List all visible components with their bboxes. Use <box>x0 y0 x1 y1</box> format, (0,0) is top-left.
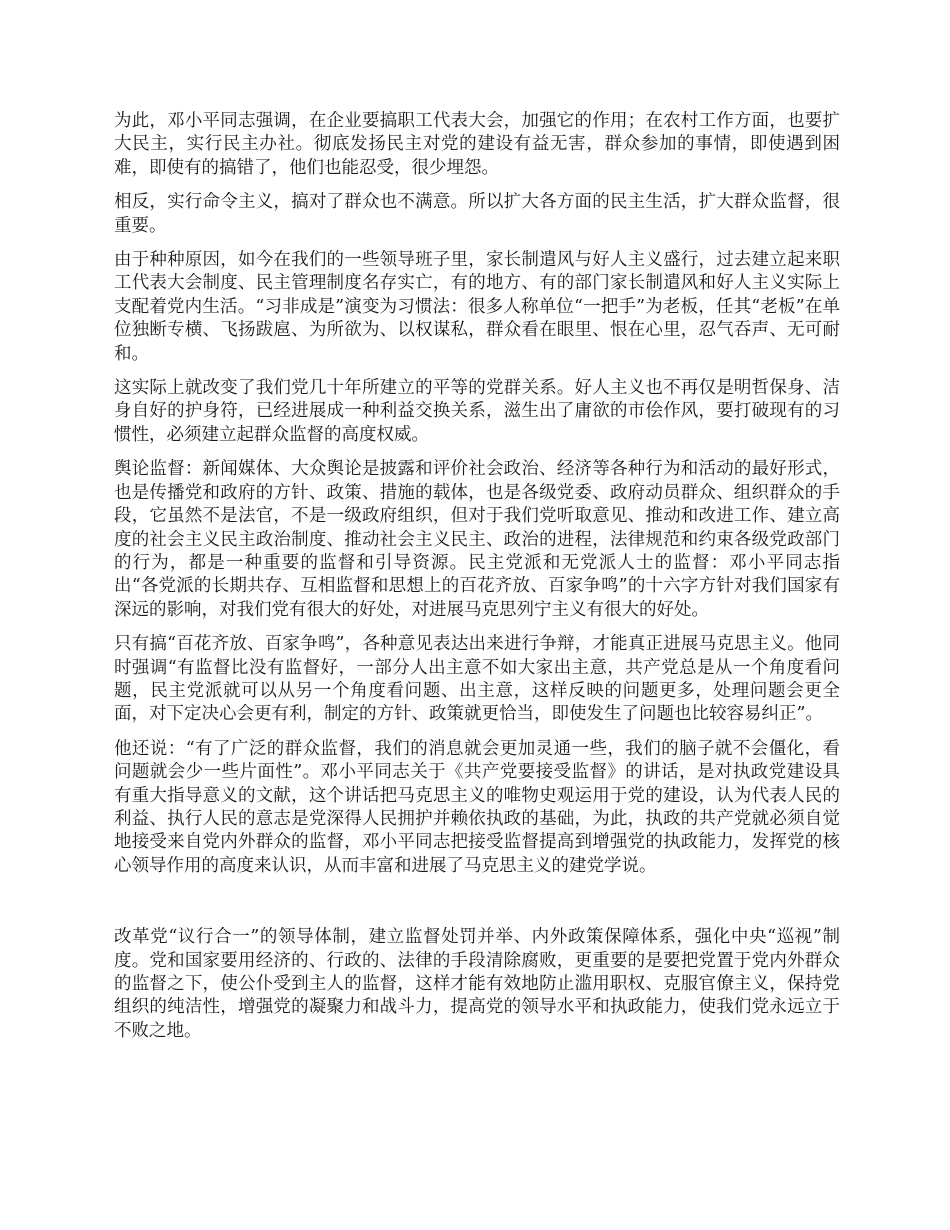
document-body <box>114 110 840 1054</box>
paragraph-5: 舆论监督：新闻媒体、大众舆论是披露和评价社会政治、经济等各种行为和活动的最好形式，也是传播党和政府的方针、政策、措施的载体，也是各级党委、政府动员群众、组织群众的手段，它虽然不是法官，不是一级政府组织，但对于我们党听取意见、推动和改进工作、建立高度的社会主义民主政治制度、推动社会主义民主、政治的进程，法律规范和约束各级党政部门的行为，都是一种重要的监督和引导资源。民主党派和无党派人士的监督：邓小平同志指出“各党派的长期共存、互相监督和思想上的百花齐放、百家争鸣”的十六字方针对我们国家有深远的影响，对我们党有很大的好处，对进展马克思列宁主义有很大的好处。 <box>114 459 840 620</box>
paragraph-4: 这实际上就改变了我们党几十年所建立的平等的党群关系。好人主义也不再仅是明哲保身、洁身自好的护身符，已经进展成一种利益交换关系，滋生出了庸欲的市侩作风，要打破现有的习惯性，必须建立起群众监督的高度权威。 <box>114 378 840 445</box>
paragraph-6: 只有搞“百花齐放、百家争鸣”，各种意见表达出来进行争辩，才能真正进展马克思主义。他同时强调“有监督比没有监督好，一部分人出主意不如大家出主意，共产党总是从一个角度看问题，民主党派就可以从另一个角度看问题、出主意，这样反映的问题更多，处理问题会更全面，对下定决心会更有利，制定的方针、政策就更恰当，即使发生了问题也比较容易纠正”。 <box>114 634 840 725</box>
paragraph-1: 为此，邓小平同志强调，在企业要搞职工代表大会，加强它的作用；在农村工作方面，也要扩大民主，实行民主办社。彻底发扬民主对党的建设有益无害，群众参加的事情，即使遇到困难，即使有的搞错了，他们也能忍受，很少埋怨。 <box>114 111 840 178</box>
paragraph-7: 他还说：“有了广泛的群众监督，我们的消息就会更加灵通一些，我们的脑子就不会僵化，看问题就会少一些片面性”。邓小平同志关于《共产党要接受监督》的讲话，是对执政党建设具有重大指导意义的文献，这个讲话把马克思主义的唯物史观运用于党的建设，认为代表人民的利益、执行人民的意志是党深得人民拥护并赖依执政的基础，为此，执政的共产党就必须自觉地接受来自党内外群众的监督，邓小平同志把接受监督提高到增强党的执政能力，发挥党的核心领导作用的高度来认识，从而丰富和进展了马克思主义的建党学说。 <box>114 738 840 876</box>
paragraph-8: 改革党“议行合一”的领导体制，建立监督处罚并举、内外政策保障体系，强化中央“巡视”制度。党和国家要用经济的、行政的、法律的手段清除腐败，更重要的是要把党置于党内外群众的监督之下，使公仆受到主人的监督，这样才能有效地防止滥用职权、克服官僚主义，保持党组织的纯洁性，增强党的凝聚力和战斗力，提高党的领导水平和执政能力，使我们党永远立于不败之地。 <box>114 927 840 1041</box>
paragraph-3: 由于种种原因，如今在我们的一些领导班子里，家长制遣风与好人主义盛行，过去建立起来职工代表大会制度、民主管理制度名存实亡，有的地方、有的部门家长制遣风和好人主义实际上支配着党内生活。“习非成是”演变为习惯法：很多人称单位“一把手”为老板，任其“老板”在单位独断专横、飞扬跋扈、为所欲为、以权谋私，群众看在眼里、恨在心里，忍气吞声、无可耐和。 <box>114 250 840 364</box>
paragraph-2: 相反，实行命令主义，搞对了群众也不满意。所以扩大各方面的民主生活，扩大群众监督，很重要。 <box>114 192 840 236</box>
